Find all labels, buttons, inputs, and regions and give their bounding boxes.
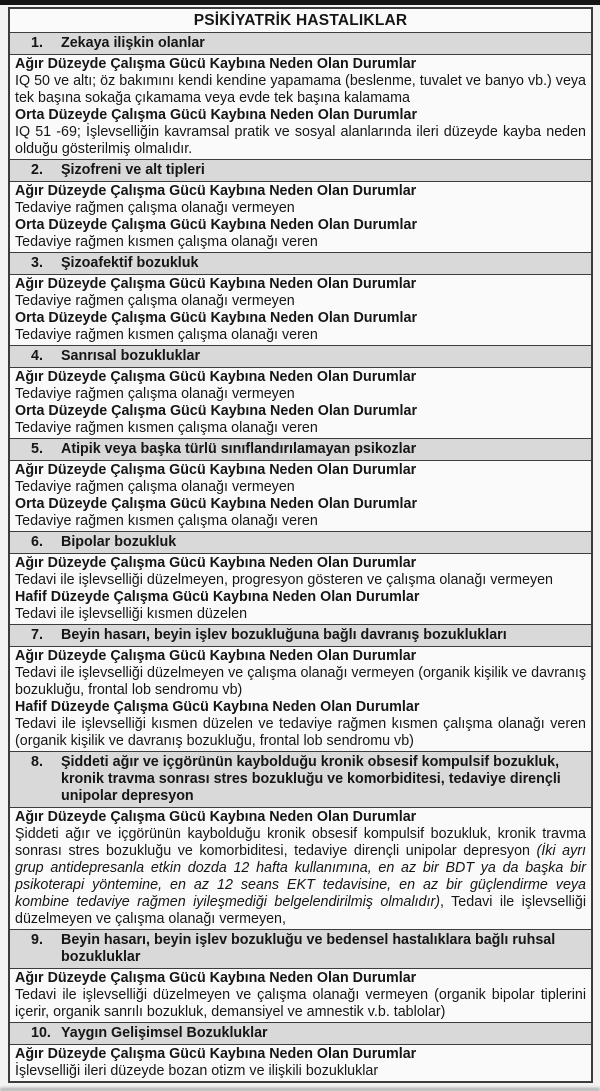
- section-content-8: [10, 807, 591, 929]
- criteria-segment: Tedavi ile işlevselliği kısmen düzelen: [15, 606, 248, 622]
- section-number: 3.: [31, 255, 43, 271]
- section-header-4: [10, 345, 591, 367]
- severity-subheading: Ağır Düzeyde Çalışma Gücü Kaybına Neden Olan Durumlar: [15, 555, 417, 571]
- section-content-1: [10, 54, 591, 159]
- criteria-text: [15, 1063, 586, 1080]
- criteria-segment: Tedaviye rağmen kısmen çalışma olanağı veren: [15, 420, 318, 436]
- criteria-segment: Tedaviye rağmen çalışma olanağı vermeyen: [15, 200, 295, 216]
- severity-subheading: Hafif Düzeyde Çalışma Gücü Kaybına Neden Olan Durumlar: [15, 589, 420, 605]
- severity-subheading: Orta Düzeyde Çalışma Gücü Kaybına Neden Olan Durumlar: [15, 217, 418, 233]
- section-title: Beyin hasarı, beyin işlev bozukluğu ve bedensel hastalıklara bağlı ruhsal bozukluklar: [61, 932, 556, 965]
- scan-shadow: [0, 1087, 600, 1091]
- criteria-text: [15, 513, 586, 530]
- severity-subheading: Ağır Düzeyde Çalışma Gücü Kaybına Neden Olan Durumlar: [15, 183, 417, 199]
- criteria-segment: Tedaviye rağmen çalışma olanağı vermeyen: [15, 293, 295, 309]
- section-number: 7.: [31, 627, 43, 643]
- severity-subheading: Ağır Düzeyde Çalışma Gücü Kaybına Neden Olan Durumlar: [15, 276, 417, 292]
- criteria-segment: Tedaviye rağmen kısmen çalışma olanağı veren: [15, 513, 318, 529]
- section-content-9: [10, 968, 591, 1022]
- section-content-10: [10, 1044, 591, 1081]
- table-title: PSİKİYATRİK HASTALIKLAR: [193, 12, 408, 29]
- severity-subheading: Ağır Düzeyde Çalışma Gücü Kaybına Neden Olan Durumlar: [15, 462, 417, 478]
- criteria-segment: , Tedavi ile işlevselliği düzelmeyen ve çalışma olanağı vermeyen,: [15, 894, 587, 927]
- criteria-text: [15, 124, 586, 158]
- criteria-text: [15, 826, 586, 928]
- section-number: 5.: [31, 441, 43, 457]
- severity-subheading: Orta Düzeyde Çalışma Gücü Kaybına Neden Olan Durumlar: [15, 403, 418, 419]
- top-edge-band: [0, 0, 600, 5]
- section-header-8: [10, 751, 591, 807]
- criteria-text: [15, 293, 586, 310]
- severity-subheading: Ağır Düzeyde Çalışma Gücü Kaybına Neden Olan Durumlar: [15, 970, 417, 986]
- section-content-5: [10, 460, 591, 531]
- section-header-6: [10, 531, 591, 553]
- section-number: 8.: [31, 754, 43, 770]
- severity-subheading: Hafif Düzeyde Çalışma Gücü Kaybına Neden Olan Durumlar: [15, 699, 420, 715]
- criteria-segment: Tedaviye rağmen çalışma olanağı vermeyen: [15, 479, 295, 495]
- section-title: Sanrısal bozukluklar: [61, 348, 201, 364]
- section-title: Yaygın Gelişimsel Bozukluklar: [61, 1025, 268, 1041]
- section-title: Zekaya ilişkin olanlar: [61, 35, 205, 51]
- section-number: 10.: [31, 1025, 51, 1041]
- section-content-6: [10, 553, 591, 624]
- criteria-text: [15, 73, 586, 107]
- criteria-segment: Tedaviye rağmen çalışma olanağı vermeyen: [15, 386, 295, 402]
- severity-subheading: Orta Düzeyde Çalışma Gücü Kaybına Neden Olan Durumlar: [15, 496, 418, 512]
- psychiatric-disorders-table: [8, 7, 593, 1083]
- section-title: Şizoafektif bozukluk: [61, 255, 199, 271]
- severity-subheading: Ağır Düzeyde Çalışma Gücü Kaybına Neden Olan Durumlar: [15, 1046, 417, 1062]
- criteria-text: [15, 987, 586, 1021]
- section-header-5: [10, 438, 591, 460]
- criteria-segment: Tedaviye rağmen kısmen çalışma olanağı veren: [15, 327, 318, 343]
- criteria-text: [15, 716, 586, 750]
- criteria-segment: İşlevselliği ileri düzeyde bozan otizm ve ilişkili bozukluklar: [15, 1063, 379, 1079]
- severity-subheading: Orta Düzeyde Çalışma Gücü Kaybına Neden Olan Durumlar: [15, 107, 418, 123]
- criteria-text: [15, 327, 586, 344]
- section-number: 2.: [31, 162, 43, 178]
- criteria-text: [15, 572, 586, 589]
- section-content-7: [10, 646, 591, 751]
- section-header-10: [10, 1022, 591, 1044]
- criteria-text: [15, 479, 586, 496]
- criteria-italic-note: (İki ayrı grup antidepresanla etkin dozda 12 hafta kullanımına, en az bir BDT ya da başka bir psikoterapi yöntemine, en az 12 seans EKT tedavisine, en az bir güçlendirme veya kombine tedaviye rağmen iyileşmediği belgelendirilmiş olmalıdır): [15, 843, 586, 910]
- section-number: 4.: [31, 348, 43, 364]
- severity-subheading: Ağır Düzeyde Çalışma Gücü Kaybına Neden Olan Durumlar: [15, 369, 417, 385]
- criteria-segment: IQ 50 ve altı; öz bakımını kendi kendine yapamama (beslenme, tuvalet ve banyo vb.) veya tek başına sokağa çıkamama veya evde tek başına kalamama: [15, 73, 586, 106]
- criteria-text: [15, 420, 586, 437]
- section-title: Şiddeti ağır ve içgörünün kaybolduğu kronik obsesif kompulsif bozukluk, kronik travma sonrası stres bozukluğu ve komorbiditesi, tedaviye dirençli unipolar depresyon: [61, 754, 561, 804]
- criteria-segment: Şiddeti ağır ve içgörünün kaybolduğu kronik obsesif kompulsif bozukluk, kronik travma sonrası stres bozukluğu ve komorbiditesi, tedaviye dirençli unipolar depresyon: [15, 826, 586, 859]
- section-header-7: [10, 624, 591, 646]
- section-title: Bipolar bozukluk: [61, 534, 177, 550]
- criteria-text: [15, 200, 586, 217]
- severity-subheading: Ağır Düzeyde Çalışma Gücü Kaybına Neden Olan Durumlar: [15, 648, 417, 664]
- criteria-segment: Tedavi ile işlevselliği kısmen düzelen ve tedaviye rağmen kısmen çalışma olanağı veren (organik kişilik ve davranış bozukluğu, frontal lob sendromu vb): [15, 716, 586, 749]
- criteria-segment: IQ 51 -69; İşlevselliğin kavramsal pratik ve sosyal alanlarında ileri düzeyde kayba neden olduğu gösterilmiş olmalıdır.: [15, 124, 586, 157]
- severity-subheading: Orta Düzeyde Çalışma Gücü Kaybına Neden Olan Durumlar: [15, 310, 418, 326]
- section-content-4: [10, 367, 591, 438]
- criteria-text: [15, 606, 586, 623]
- section-title: Şizofreni ve alt tipleri: [61, 162, 205, 178]
- section-header-1: [10, 32, 591, 54]
- section-header-2: [10, 159, 591, 181]
- criteria-segment: Tedaviye rağmen kısmen çalışma olanağı veren: [15, 234, 318, 250]
- severity-subheading: Ağır Düzeyde Çalışma Gücü Kaybına Neden Olan Durumlar: [15, 809, 417, 825]
- section-title: Beyin hasarı, beyin işlev bozukluğuna bağlı davranış bozuklukları: [61, 627, 507, 643]
- criteria-segment: Tedavi ile işlevselliği düzelmeyen ve çalışma olanağı vermeyen (organik bipolar tiplerini içerir, organik sanrılı bozukluk, demansiyel ve amnestik v.b. tablolar): [15, 987, 586, 1020]
- section-header-9: [10, 929, 591, 968]
- section-content-2: [10, 181, 591, 252]
- section-title: Atipik veya başka türlü sınıflandırılamayan psikozlar: [61, 441, 417, 457]
- criteria-segment: Tedavi ile işlevselliği düzelmeyen ve çalışma olanağı vermeyen (organik kişilik ve davranış bozukluğu, frontal lob sendromu vb): [15, 665, 586, 698]
- criteria-text: [15, 386, 586, 403]
- section-header-3: [10, 252, 591, 274]
- criteria-text: [15, 234, 586, 251]
- criteria-text: [15, 665, 586, 699]
- page-bottom-area: [0, 1083, 600, 1091]
- section-number: 6.: [31, 534, 43, 550]
- section-content-3: [10, 274, 591, 345]
- section-number: 1.: [31, 35, 43, 51]
- criteria-segment: Tedavi ile işlevselliği düzelmeyen, progresyon gösteren ve çalışma olanağı vermeyen: [15, 572, 553, 588]
- severity-subheading: Ağır Düzeyde Çalışma Gücü Kaybına Neden Olan Durumlar: [15, 56, 417, 72]
- section-number: 9.: [31, 932, 43, 948]
